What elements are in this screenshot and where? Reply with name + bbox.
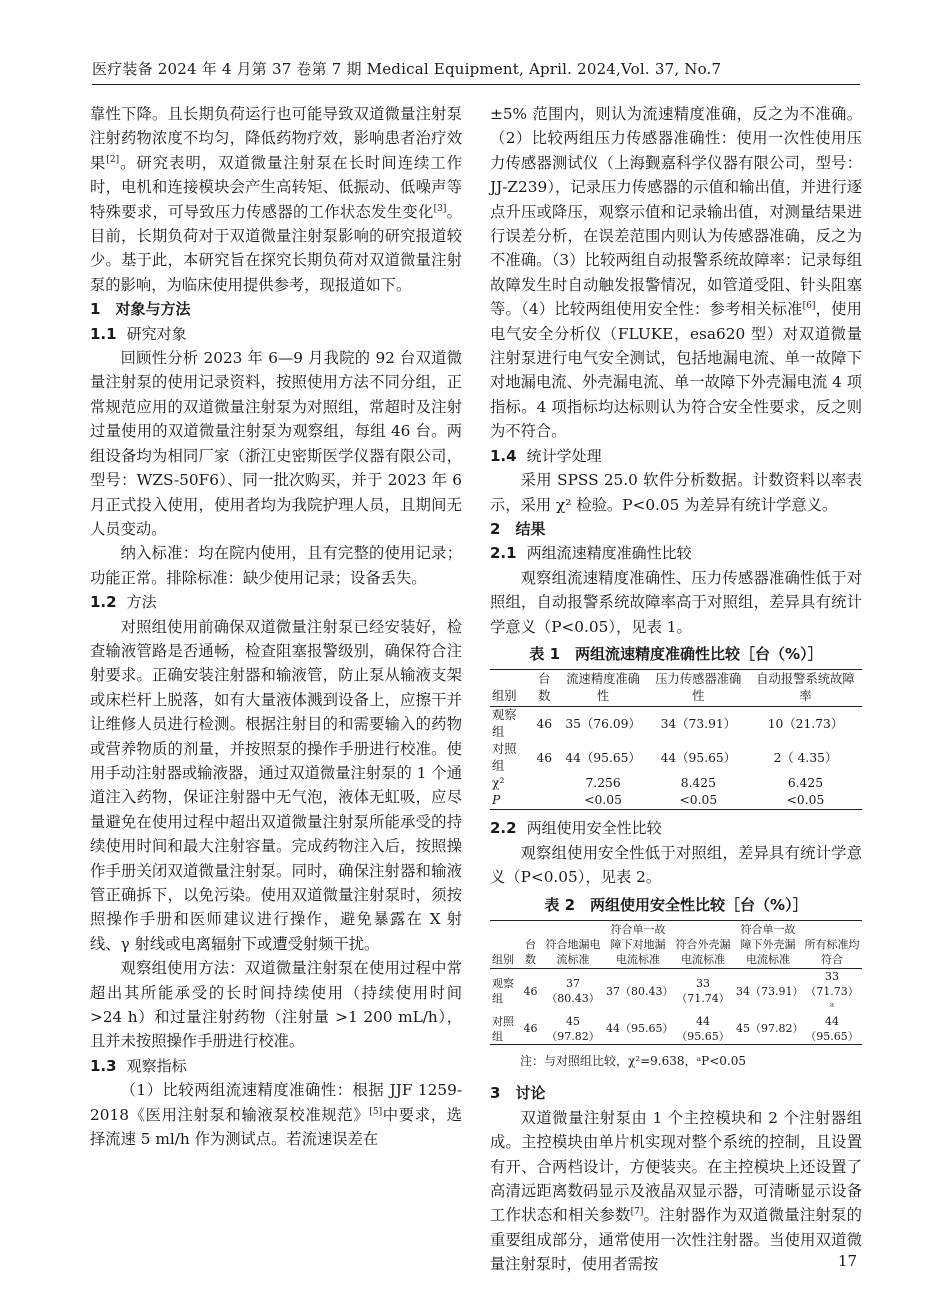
table-cell: 44（95.65） bbox=[672, 1014, 734, 1045]
table-cell: 33（71.74） bbox=[676, 977, 730, 1006]
table-cell: 34（73.91） bbox=[660, 716, 737, 731]
table-header-cell: 符合单一故障下对地漏电流标准 bbox=[604, 920, 672, 968]
table-cell: <0.05 bbox=[648, 792, 749, 810]
table1-caption: 表 1 两组流速精度准确性比较［台（%）］ bbox=[529, 644, 823, 663]
subsection-heading-statistics: 1.4 统计学处理 bbox=[490, 446, 602, 465]
paragraph-discussion: 双道微量注射泵由 1 个主控模块和 2 个注射器组成。主控模块由单片机实现对整个系统的控制，且设置有开、合两档设计，方便装夹。在主控模块上还设置了高清远距离数码显示及液晶双显示器，可清晰显示设备工作状态和相关参数[7]。注射器作为双道微量注射泵的重要组成部分，通常使用一次性注射器。当使用双道微量注射泵时，使用者需按 bbox=[490, 1108, 862, 1274]
table-cell: 对照组 bbox=[492, 742, 517, 774]
paragraph-indicators: （1）比较两组流速精度准确性：根据 JJF 1259-2018《医用注射泵和输液泵校准规范》[5]中要求，选择流速 5 ml/h 作为测试点。若流速误差在 bbox=[90, 1081, 462, 1149]
paragraph-intro-continued: 靠性下降。且长期负荷运行也可能导致双道微量注射泵注射药物浓度不均匀，降低药物疗效，影响患者治疗效果[2]。研究表明，双道微量注射泵在长时间连续工作时，电机和连接模块会产生高转矩、低振动、低噪声等特殊要求，可导致压力传感器的工作状态发生变化[3]。目前，长期负荷对于双道微量注射泵影响的研究报道较少。基于此，本研究旨在探究长期负荷对双道微量注射泵的影响，为临床使用提供参考，现报道如下。 bbox=[90, 105, 462, 294]
table-cell: 观察组 bbox=[492, 977, 514, 1006]
table-cell: 44（95.65） bbox=[802, 1014, 862, 1045]
table-header-cell: 符合地漏电流标准 bbox=[542, 920, 604, 968]
left-column bbox=[90, 102, 462, 1151]
table-cell: 45（97.82） bbox=[734, 1014, 802, 1045]
table-cell: <0.05 bbox=[749, 792, 862, 810]
table-header-cell: 组别 bbox=[490, 670, 530, 707]
table-row bbox=[490, 792, 862, 810]
table-cell: 8.425 bbox=[680, 776, 716, 791]
section-heading-discussion: 3 讨论 bbox=[490, 1084, 546, 1103]
citation-ref: [6] bbox=[802, 301, 816, 312]
right-column bbox=[490, 102, 862, 1277]
paragraph-subjects: 回顾性分析 2023 年 6—9 月我院的 92 台双道微量注射泵的使用记录资料，按照使用方法不同分组，正常规范应用的双道微量注射泵为对照组，常超时及注射过量使用的双道微量注射泵为观察组，每组 46 台。两组设备均为相同厂家（浙江史密斯医学仪器有限公司，型号：WZS-50F6）、同一批次购买，并于 2023 年 6 月正式投入使用，使用者均为我院护理人员，且期间无人员变动。 bbox=[90, 349, 462, 538]
table-cell: 44（95.65） bbox=[604, 1014, 672, 1045]
table-header-cell: 台数 bbox=[519, 920, 542, 968]
table-cell bbox=[530, 775, 558, 792]
table-cell: 44（95.65） bbox=[565, 750, 641, 765]
table1 bbox=[490, 669, 862, 810]
table-cell: 46 bbox=[536, 750, 553, 765]
table-row bbox=[490, 1014, 862, 1045]
table-header-cell: 符合单一故障下外壳漏电流标准 bbox=[734, 920, 802, 968]
table-cell: 44（95.65） bbox=[660, 750, 737, 765]
table2-note: 注：与对照组比较，χ²=9.638，ᵃP<0.05 bbox=[520, 1053, 746, 1068]
table-cell: 对照组 bbox=[490, 1014, 519, 1045]
table-cell: 46 bbox=[519, 1014, 542, 1045]
table-header-cell: 符合外壳漏电流标准 bbox=[672, 920, 734, 968]
subsection-heading-method: 1.2 方法 bbox=[90, 593, 157, 612]
table-row bbox=[490, 968, 862, 1014]
table-cell: 46 bbox=[523, 984, 538, 998]
table-cell: P bbox=[490, 792, 530, 810]
journal-header: 医疗装备 2024 年 4 月第 37 卷第 7 期 Medical Equipment, April. 2024,Vol. 37, No.7 bbox=[92, 60, 722, 78]
paragraph-control-method: 对照组使用前确保双道微量注射泵已经安装好，检查输液管路是否通畅，检查阻塞报警级别，确保符合注射要求。正确安装注射器和输液管，防止泵从输液支架或床栏杆上脱落，如有大量液体溅到设备上，应擦干并让维修人员进行检测。根据注射目的和需要输入的药物或营养物质的剂量，并按照泵的操作手册进行校准。使用手动注射器或输液器，通过双道微量注射泵的 1 个通道注入药物，保证注射器中无气泡，液体无虹吸，应尽量避免在使用过程中超出双道微量注射泵所能承受的持续使用时间和最大注射容量。完成药物注入后，按照操作手册关闭双道微量注射泵。同时，确保注射器和输液管正确拆下，以免污染。使用双道微量注射泵时，须按照操作手册和医师建议进行操作，避免暴露在 X 射线、γ 射线或电离辐射下或遭受射频干扰。 bbox=[90, 617, 462, 953]
table-header-cell: 压力传感器准确性 bbox=[648, 670, 749, 707]
table-cell: 35（76.09） bbox=[565, 716, 641, 731]
section-heading-methods: 1 对象与方法 bbox=[90, 300, 191, 319]
table-cell: 10（21.73） bbox=[767, 716, 844, 731]
table-row bbox=[490, 741, 862, 775]
table2-caption: 表 2 两组使用安全性比较［台（%）］ bbox=[544, 895, 808, 914]
table-cell: χ² bbox=[492, 776, 505, 791]
subsection-heading-safety: 2.2 两组使用安全性比较 bbox=[490, 819, 662, 838]
paragraph-flow-accuracy: 观察组流速精度准确性、压力传感器准确性低于对照组，自动报警系统故障率高于对照组，差异具有统计学意义（P<0.05），见表 1。 bbox=[490, 568, 862, 636]
table-cell: 45（97.82） bbox=[542, 1014, 604, 1045]
table-row bbox=[490, 707, 862, 742]
subsection-heading-indicators: 1.3 观察指标 bbox=[90, 1056, 187, 1075]
table-cell: 37（80.43） bbox=[546, 977, 600, 1006]
table-cell: 7.256 bbox=[585, 776, 621, 791]
paragraph-statistics: 采用 SPSS 25.0 软件分析数据。计数资料以率表示，采用 χ² 检验。P<0.05 为差异有统计学意义。 bbox=[490, 471, 862, 514]
page-number: 17 bbox=[838, 1252, 858, 1270]
table-cell: 观察组 bbox=[492, 708, 517, 740]
citation-ref: [2] bbox=[106, 154, 120, 165]
table-header-cell: 组别 bbox=[490, 920, 519, 968]
paragraph-observation-method: 观察组使用方法：双道微量注射泵在使用过程中常超出其所能承受的长时间持续使用（持续使用时间 >24 h）和过量注射药物（注射量 >1 200 mL/h），且并未按照操作手册进行校准。 bbox=[90, 959, 462, 1051]
table-row bbox=[490, 775, 862, 792]
table-header-cell: 流速精度准确性 bbox=[558, 670, 647, 707]
table-cell: 6.425 bbox=[787, 776, 824, 791]
table-header-cell: 自动报警系统故障率 bbox=[749, 670, 862, 707]
header-rule bbox=[92, 84, 860, 85]
subsection-heading-flow-accuracy: 2.1 两组流速精度准确性比较 bbox=[490, 544, 692, 563]
table-cell: 34（73.91） bbox=[736, 984, 804, 998]
table-header-cell: 台数 bbox=[530, 670, 558, 707]
table-header-cell: 所有标准均符合 bbox=[802, 920, 862, 968]
paragraph-safety: 观察组使用安全性低于对照组，差异具有统计学意义（P<0.05），见表 2。 bbox=[490, 843, 862, 887]
subsection-heading-subjects: 1.1 研究对象 bbox=[90, 324, 187, 343]
table2 bbox=[490, 920, 862, 1045]
paragraph-indicators-continued: ±5% 范围内，则认为流速精度准确，反之为不准确。（2）比较两组压力传感器准确性：使用一次性使用压力传感器测试仪（上海觐嘉科学仪器有限公司，型号：JJ-Z239），记录压力传感器的示值和输出值，并进行逐点升压或降压，观察示值和记录输出值，对测量结果进行误差分析，在误差范围内则认为传感器准确，反之为不准确。（3）比较两组自动报警系统故障率：记录每组故障发生时自动触发报警情况，如管道受阻、针头阻塞等。（4）比较两组使用安全性：参考相关标准[6]，使用电气安全分析仪（FLUKE，esa620 型）对双道微量注射泵进行电气安全测试，包括地漏电流、单一故障下对地漏电流、外壳漏电流、单一故障下外壳漏电流 4 项指标。4 项指标均达标则认为符合安全性要求，反之则为不符合。 bbox=[490, 105, 862, 441]
table-cell: <0.05 bbox=[558, 792, 647, 810]
table-cell bbox=[530, 792, 558, 810]
table-cell: 37（80.43） bbox=[606, 984, 674, 998]
table-cell: 46 bbox=[536, 716, 553, 731]
paragraph-criteria: 纳入标准：均在院内使用，且有完整的使用记录；功能正常。排除标准：缺少使用记录；设备丢失。 bbox=[90, 544, 462, 587]
section-heading-results: 2 结果 bbox=[490, 519, 546, 538]
table-cell: 33（71.73）ᵃ bbox=[805, 969, 859, 1013]
citation-ref: [3] bbox=[433, 203, 447, 214]
citation-ref: [7] bbox=[630, 1207, 644, 1218]
table-cell: 2（ 4.35） bbox=[773, 750, 838, 765]
citation-ref: [5] bbox=[369, 1106, 383, 1117]
